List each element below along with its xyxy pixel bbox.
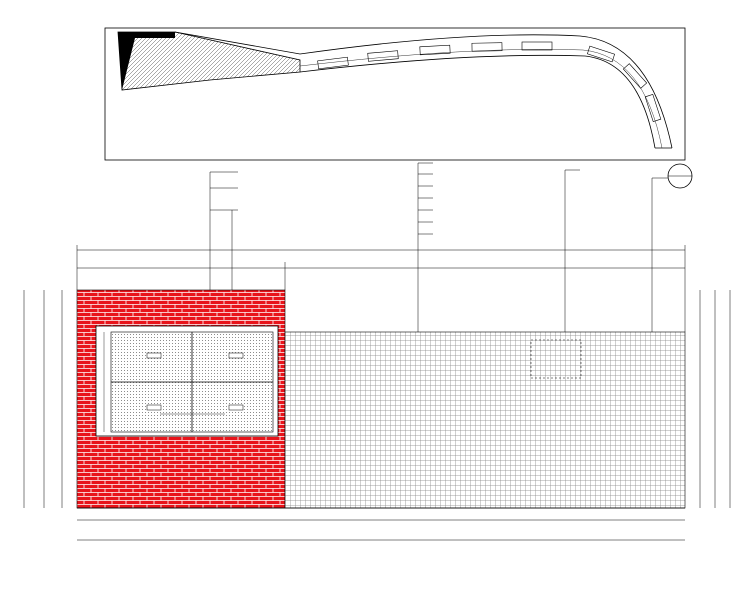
elevation	[77, 290, 685, 508]
plan-view	[105, 28, 685, 160]
shelving-wall	[285, 332, 685, 508]
